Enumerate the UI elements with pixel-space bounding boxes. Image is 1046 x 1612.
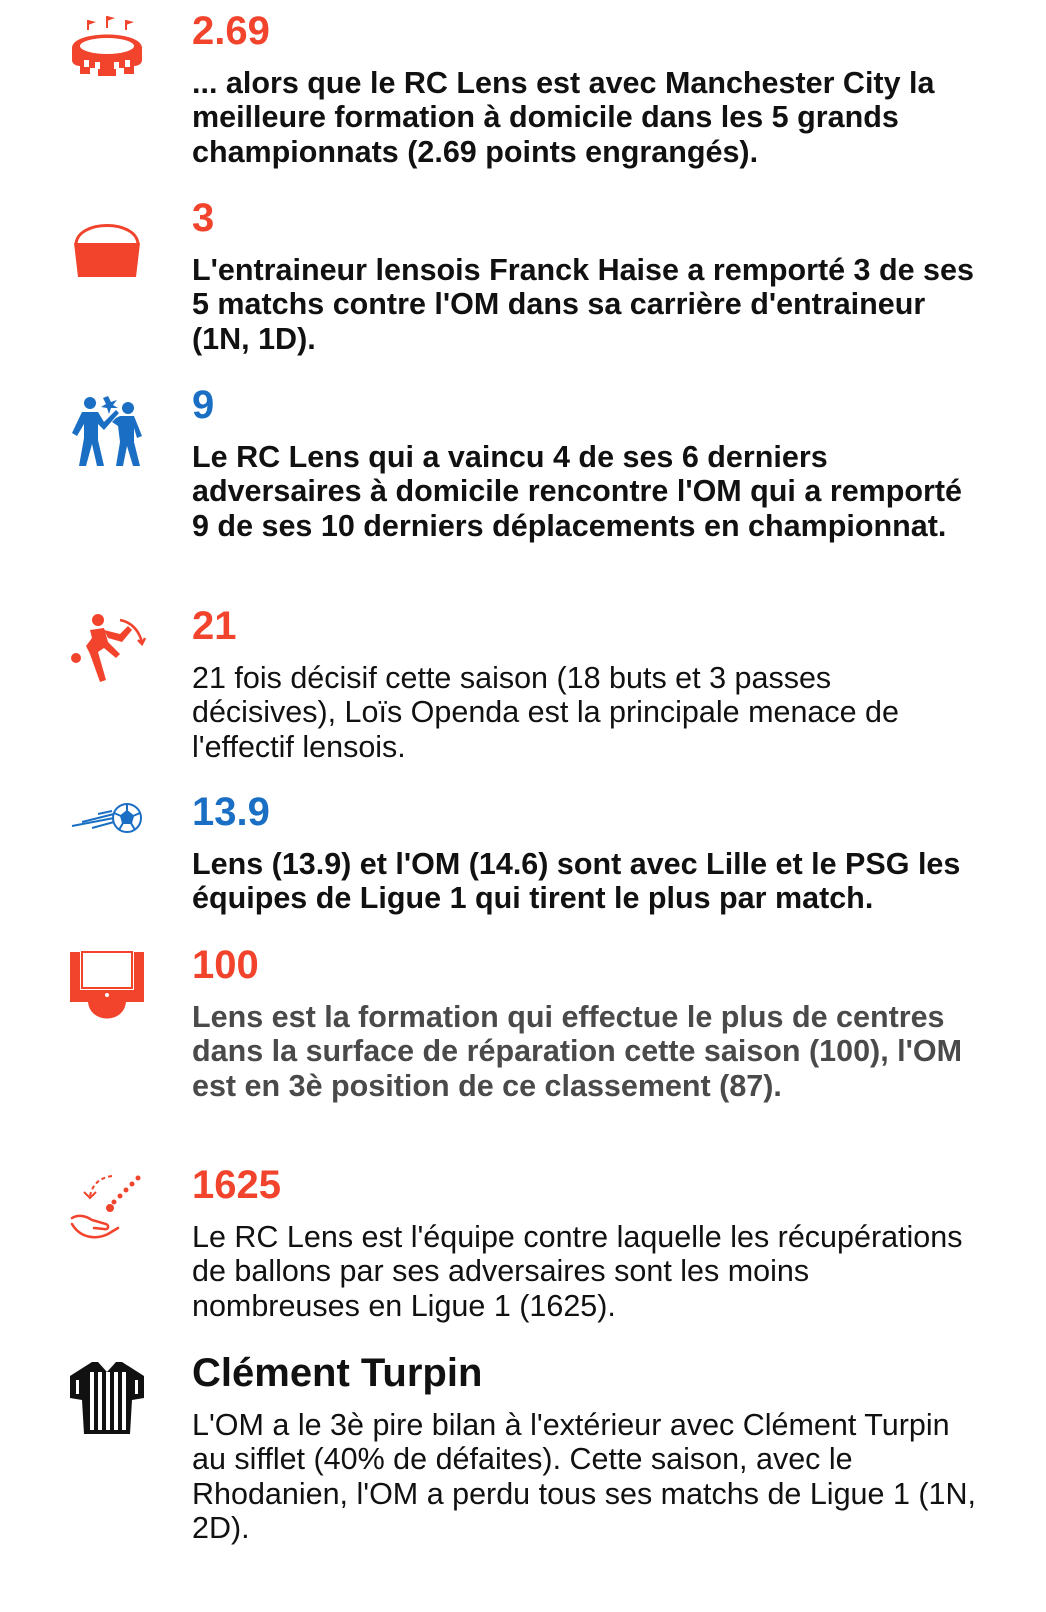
stat-value: 1625 [192,1163,281,1207]
referee-shirt-icon [68,1358,146,1436]
bicycle-kick-icon [68,612,146,690]
stadium-icon [68,8,146,86]
stat-description: Le RC Lens qui a vaincu 4 de ses 6 derniers adversaires à domicile rencontre l'OM qui a remporté 9 de ses 10 derniers déplacements en championnat. [192,440,963,543]
stat-description: Lens (13.9) et l'OM (14.6) sont avec Lille et le PSG les équipes de Ligue 1 qui tirent le plus par match. [192,847,961,916]
stat-value: 100 [192,943,259,987]
stat-value: Clément Turpin [192,1351,483,1395]
stat-description: Lens est la formation qui effectue le plus de centres dans la surface de réparation cette saison (100), l'OM est en 3è position de ce classement (87). [192,1000,963,1103]
stat-description: L'OM a le 3è pire bilan à l'extérieur avec Clément Turpin au sifflet (40% de défaites). Cette saison, avec le Rhodanien, l'OM a perdu tous ses matchs de Ligue 1 (1N, 2D). [192,1408,977,1545]
stat-value: 2.69 [192,9,270,53]
players-duel-icon [68,392,146,470]
stat-value: 9 [192,383,215,427]
stat-value: 3 [192,196,215,240]
stat-description: L'entraineur lensois Franck Haise a remporté 3 de ses 5 matchs contre l'OM dans sa carrière d'entraineur (1N, 1D). [192,253,974,356]
ball-recovery-icon [68,1168,146,1246]
stat-description: ... alors que le RC Lens est avec Manchester City la meilleure formation à domicile dans les 5 grands championnats (2.69 points engrangés). [192,66,935,169]
ball-shot-icon [68,780,146,858]
stat-description: Le RC Lens est l'équipe contre laquelle les récupérations de ballons par ses adversaires sont les moins nombreuses en Ligue 1 (1625). [192,1220,963,1323]
stat-description: 21 fois décisif cette saison (18 buts et 3 passes décisives), Loïs Openda est la principale menace de l'effectif lensois. [192,661,899,764]
coach-bench-icon [68,205,146,283]
penalty-box-icon [68,950,146,1028]
stat-value: 13.9 [192,790,270,834]
stat-value: 21 [192,604,237,648]
